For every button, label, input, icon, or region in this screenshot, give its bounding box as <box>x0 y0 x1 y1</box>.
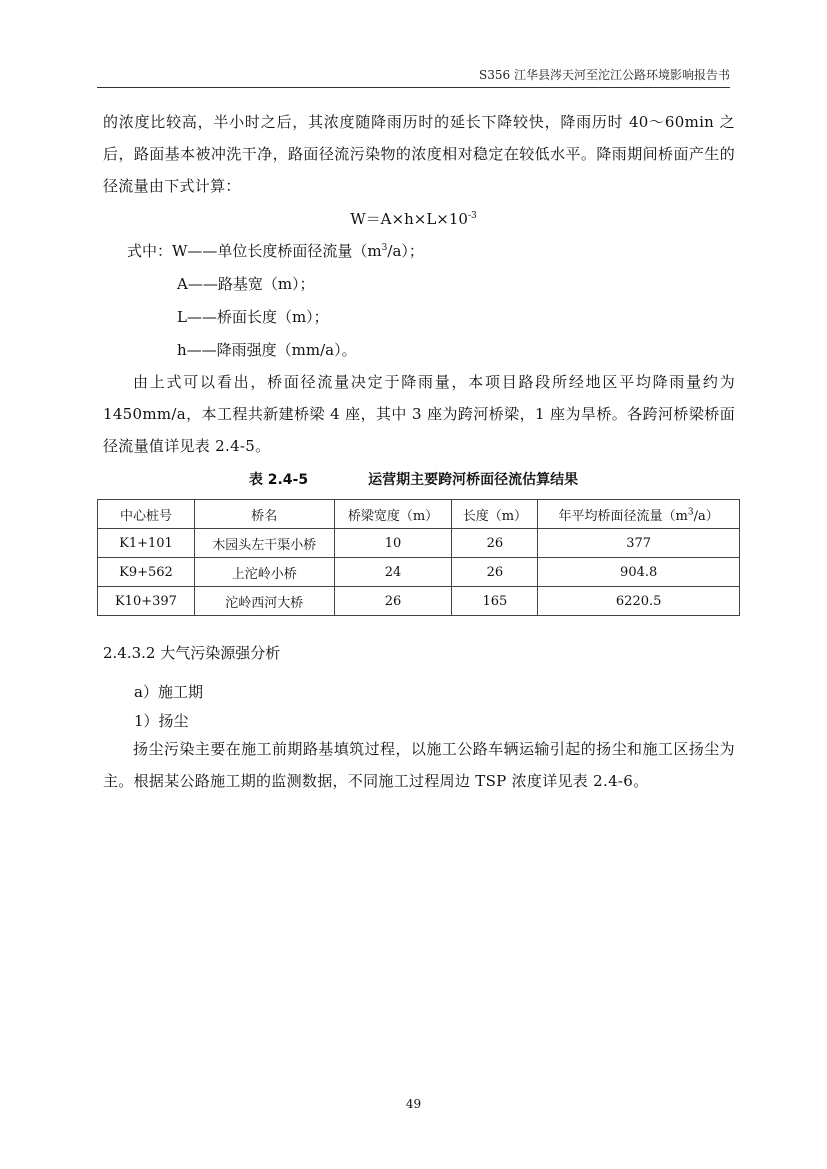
table-cell: 木园头左干渠小桥 <box>194 529 334 558</box>
table-header-cell: 长度（m） <box>452 500 538 529</box>
table-caption-number: 表 2.4-5 <box>248 472 309 488</box>
table-cell: K1+101 <box>98 529 195 558</box>
variable-h: h——降雨强度（mm/a）。 <box>177 341 357 359</box>
table-cell: 904.8 <box>538 558 740 587</box>
table-header-cell <box>538 500 740 529</box>
table-cell: 10 <box>334 529 452 558</box>
table-cell: 26 <box>452 529 538 558</box>
runoff-table <box>97 499 740 616</box>
variable-w-post: /a）； <box>387 242 424 260</box>
table-caption <box>0 469 827 489</box>
table-header-cell: 桥名 <box>194 500 334 529</box>
table-cell: 24 <box>334 558 452 587</box>
formula-exponent: -3 <box>467 211 477 221</box>
variables-prefix: 式中： <box>127 242 173 260</box>
table-caption-title: 运营期主要跨河桥面径流估算结果 <box>368 472 579 488</box>
table-cell: 上沱岭小桥 <box>194 558 334 587</box>
formula-main: W＝A×h×L×10 <box>350 210 468 228</box>
table-header-cell: 桥梁宽度（m） <box>334 500 452 529</box>
table-header-row <box>98 500 740 529</box>
table-header-cell: 中心桩号 <box>98 500 195 529</box>
last-header-post: /a） <box>693 508 719 524</box>
variable-w <box>127 240 424 261</box>
formula <box>0 208 827 229</box>
table-cell: 26 <box>452 558 538 587</box>
variable-a: A——路基宽（m）； <box>177 275 315 293</box>
paragraph-2: 由上式可以看出，桥面径流量决定于降雨量，本项目路段所经地区平均降雨量约为 1450mm/a，本工程共新建桥梁 4 座，其中 3 座为跨河桥梁，1 座为旱桥。各跨河桥梁桥面径流量值详见表 2.4-5。 <box>103 373 735 455</box>
table-cell: 6220.5 <box>538 587 740 616</box>
table-cell: 沱岭西河大桥 <box>194 587 334 616</box>
table-row <box>98 587 740 616</box>
paragraph-3: 扬尘污染主要在施工前期路基填筑过程，以施工公路车辆运输引起的扬尘和施工区扬尘为主。根据某公路施工期的监测数据，不同施工过程周边 TSP 浓度详见表 2.4-6。 <box>103 740 735 790</box>
table-row <box>98 558 740 587</box>
subheading-dust: 1）扬尘 <box>134 712 189 730</box>
table-cell: 377 <box>538 529 740 558</box>
variable-w-pre: W——单位长度桥面径流量（m <box>172 242 382 260</box>
variable-w-sup: 3 <box>381 243 388 253</box>
intro-paragraph: 的浓度比较高，半小时之后，其浓度随降雨历时的延长下降较快，降雨历时 40～60min 之后，路面基本被冲洗干净，路面径流污染物的浓度相对稳定在较低水平。降雨期间桥面产生的径流量由下式计算： <box>103 113 735 195</box>
table-cell: 26 <box>334 587 452 616</box>
table-cell: K10+397 <box>98 587 195 616</box>
section-heading: 2.4.3.2 大气污染源强分析 <box>103 644 281 662</box>
page-number: 49 <box>405 1097 422 1111</box>
table-cell: K9+562 <box>98 558 195 587</box>
table-row <box>98 529 740 558</box>
last-header-pre: 年平均桥面径流量（m <box>558 508 688 524</box>
table-cell: 165 <box>452 587 538 616</box>
variable-l: L——桥面长度（m）； <box>177 308 329 326</box>
header-rule <box>97 87 730 88</box>
last-header-sup: 3 <box>687 507 694 518</box>
subheading-construction: a）施工期 <box>134 683 203 701</box>
running-header: S356 江华县涔天河至沱江公路环境影响报告书 <box>479 68 730 82</box>
